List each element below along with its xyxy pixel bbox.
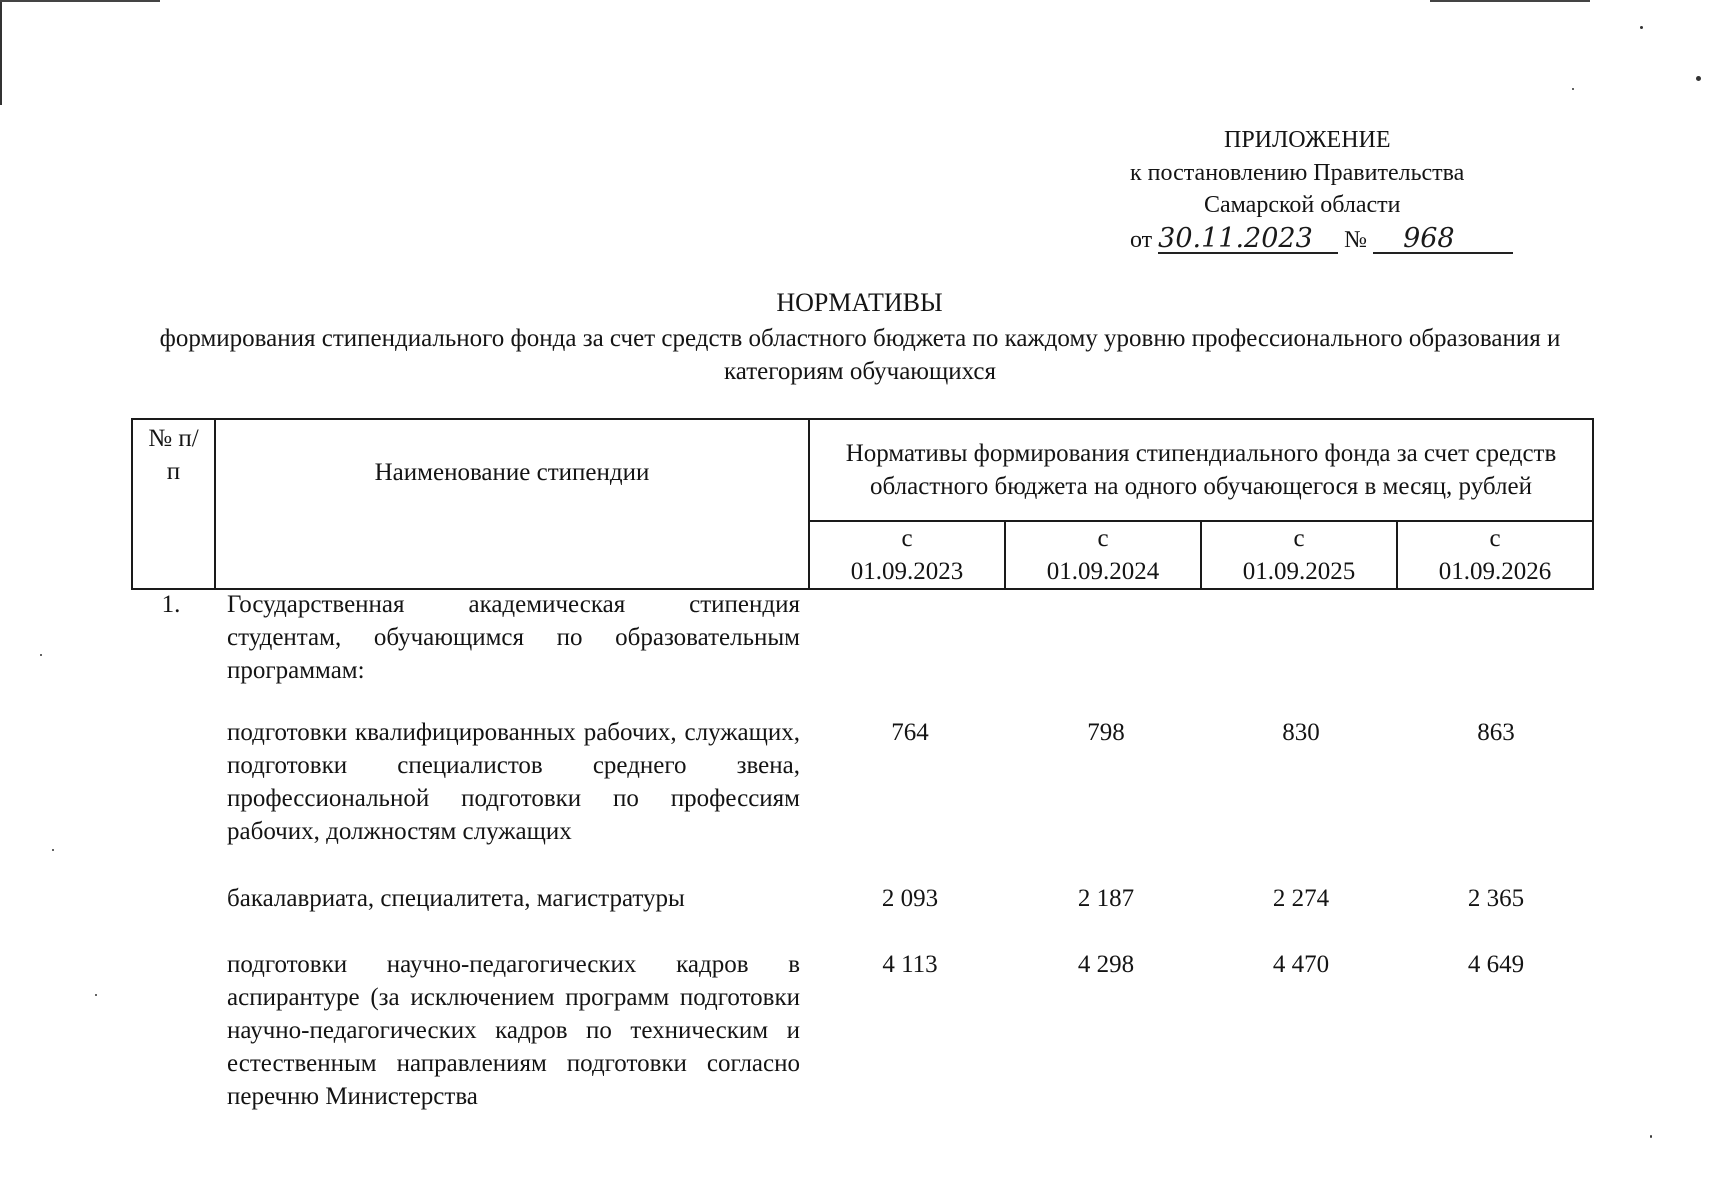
handwritten-number: 968: [1373, 225, 1513, 254]
scan-edge-mark: [1430, 0, 1590, 2]
table-cell-value: 4 298: [1077, 951, 1135, 978]
table-cell-value: 2 093: [881, 885, 939, 912]
table-cell-value: 798: [1087, 719, 1125, 746]
scan-edge-mark: [0, 0, 2, 105]
table-row-name: подготовки научно-педагогических кадров в аспирантуре (за исключением программ подготовки научно-педагогических кадров по техническим и естественным направлениям подготовки согласно перечню Министерства: [227, 951, 800, 1110]
table-cell-value: 863: [1477, 719, 1515, 746]
table-cell-value: 2 365: [1467, 885, 1525, 912]
header-group-col: [809, 419, 1593, 521]
scan-speck: [40, 654, 42, 656]
header-date-value: 01.09.2025: [1242, 558, 1356, 585]
header-group-label: Нормативы формирования стипендиального фонда за счет средств областного бюджета на одного обучающегося в месяц, рублей: [845, 440, 1557, 500]
header-date-prefix: с: [1489, 525, 1501, 552]
scan-speck: [95, 994, 97, 996]
header-number-col: [132, 419, 215, 589]
date-prefix: от: [1130, 227, 1153, 253]
header-date-prefix: с: [1097, 525, 1109, 552]
section-title: Государственная академическая стипендия студентам, обучающимся по образовательным программам:: [227, 591, 800, 684]
scan-speck: [52, 849, 54, 851]
header-date-value: 01.09.2026: [1438, 558, 1552, 585]
header-date-prefix: с: [1293, 525, 1305, 552]
table-cell-value: 4 470: [1272, 951, 1330, 978]
header-name-label: Наименование стипендии: [374, 459, 650, 486]
header-date-value: 01.09.2023: [850, 558, 964, 585]
document-title: НОРМАТИВЫ: [776, 288, 943, 317]
table-row-name: подготовки квалифицированных рабочих, служащих, подготовки специалистов среднего звена, профессиональной подготовки по профессиям рабочих, должностям служащих: [227, 719, 800, 845]
header-date-prefix: с: [901, 525, 913, 552]
section-number: 1.: [161, 591, 181, 618]
table-cell-value: 830: [1282, 719, 1320, 746]
header-date-col-4: [1397, 521, 1593, 589]
header-date-value: 01.09.2024: [1046, 558, 1160, 585]
appendix-line-region: Самарской области: [1204, 192, 1401, 218]
header-date-col-3: [1201, 521, 1397, 589]
scan-edge-mark: [0, 0, 160, 2]
header-date-col-1: [809, 521, 1005, 589]
scan-speck: [1650, 1135, 1652, 1138]
number-prefix: №: [1344, 227, 1368, 253]
document-subtitle: формирования стипендиального фонда за счет средств областного бюджета по каждому уровню профессионального образования и категориям обучающихся: [159, 325, 1561, 385]
scan-speck: [1696, 76, 1701, 81]
appendix-heading: ПРИЛОЖЕНИЕ: [1224, 127, 1391, 153]
header-number-label: № п/п: [148, 425, 199, 485]
appendix-line-decree: к постановлению Правительства: [1130, 160, 1465, 186]
table-cell-value: 4 113: [882, 951, 938, 978]
header-name-col: [215, 419, 809, 589]
scan-speck: [1572, 88, 1574, 90]
table-cell-value: 2 274: [1272, 885, 1330, 912]
table-cell-value: 764: [891, 719, 929, 746]
handwritten-date: 30.11.2023: [1158, 225, 1338, 254]
header-date-col-2: [1005, 521, 1201, 589]
scan-speck: [1640, 26, 1643, 29]
table-row-name: бакалавриата, специалитета, магистратуры: [227, 885, 685, 912]
table-cell-value: 4 649: [1467, 951, 1525, 978]
appendix-date-line: [1130, 225, 1513, 254]
table-cell-value: 2 187: [1077, 885, 1135, 912]
norms-table-header: [131, 418, 1594, 590]
